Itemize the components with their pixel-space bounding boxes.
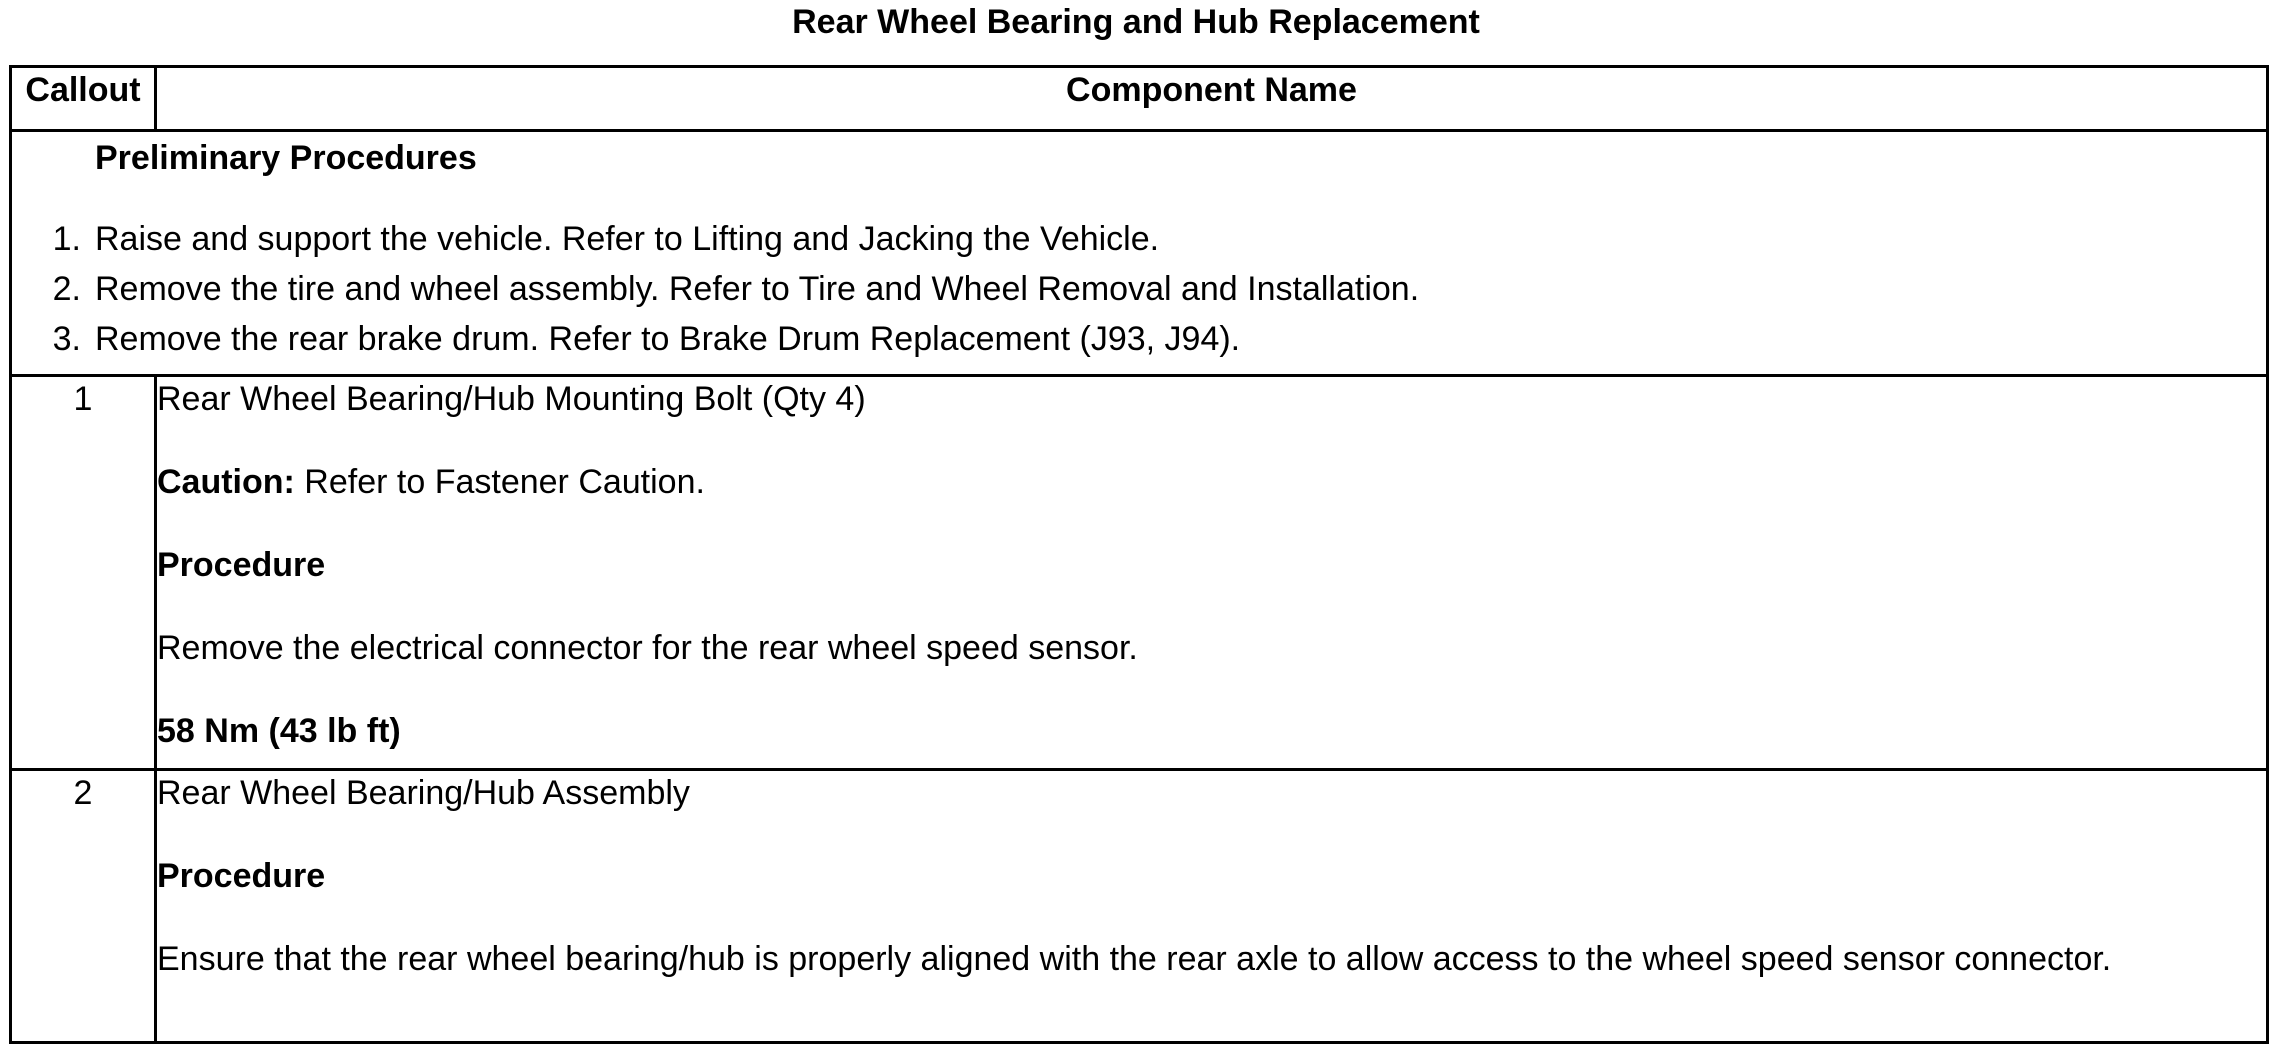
procedure-text: Remove the electrical connector for the rear wheel speed sensor. xyxy=(157,629,1138,667)
list-item xyxy=(12,264,2266,314)
callout-number: 1 xyxy=(11,376,156,770)
procedure-heading: Procedure xyxy=(157,546,326,584)
step-number: 1. xyxy=(52,220,81,258)
callout-column-header: Callout xyxy=(11,67,156,131)
list-item xyxy=(12,214,2266,264)
caution-text: Refer to Fastener Caution. xyxy=(294,463,705,501)
table-row xyxy=(11,770,2268,1043)
page-title: Rear Wheel Bearing and Hub Replacement xyxy=(792,3,1480,41)
caution-note xyxy=(157,460,2266,504)
step-text: Remove the rear brake drum. Refer to Brake Drum Replacement (J93, J94). xyxy=(95,320,1241,358)
step-text: Remove the tire and wheel assembly. Refer to Tire and Wheel Removal and Installation. xyxy=(95,270,1420,308)
procedure-heading: Procedure xyxy=(157,857,326,895)
preliminary-row xyxy=(11,131,2268,376)
table-header-row xyxy=(11,67,2268,131)
component-cell xyxy=(156,770,2268,1043)
preliminary-procedures-cell xyxy=(11,131,2268,376)
torque-spec: 58 Nm (43 lb ft) xyxy=(157,712,401,750)
list-item xyxy=(12,314,2266,364)
preliminary-procedures-heading: Preliminary Procedures xyxy=(95,139,477,177)
step-number: 3. xyxy=(52,320,81,358)
component-name-column-header: Component Name xyxy=(156,67,2268,131)
preliminary-steps-list xyxy=(12,214,2266,364)
callout-number: 2 xyxy=(11,770,156,1043)
component-name: Rear Wheel Bearing/Hub Assembly xyxy=(157,774,690,812)
component-table xyxy=(9,65,2269,1044)
component-cell xyxy=(156,376,2268,770)
procedure-text: Ensure that the rear wheel bearing/hub is properly aligned with the rear axle to allow access to the wheel speed sensor connector. xyxy=(157,940,2112,978)
component-name: Rear Wheel Bearing/Hub Mounting Bolt (Qty 4) xyxy=(157,380,866,418)
table-row xyxy=(11,376,2268,770)
caution-label: Caution: xyxy=(157,463,295,501)
step-number: 2. xyxy=(52,270,81,308)
step-text: Raise and support the vehicle. Refer to Lifting and Jacking the Vehicle. xyxy=(95,220,1160,258)
